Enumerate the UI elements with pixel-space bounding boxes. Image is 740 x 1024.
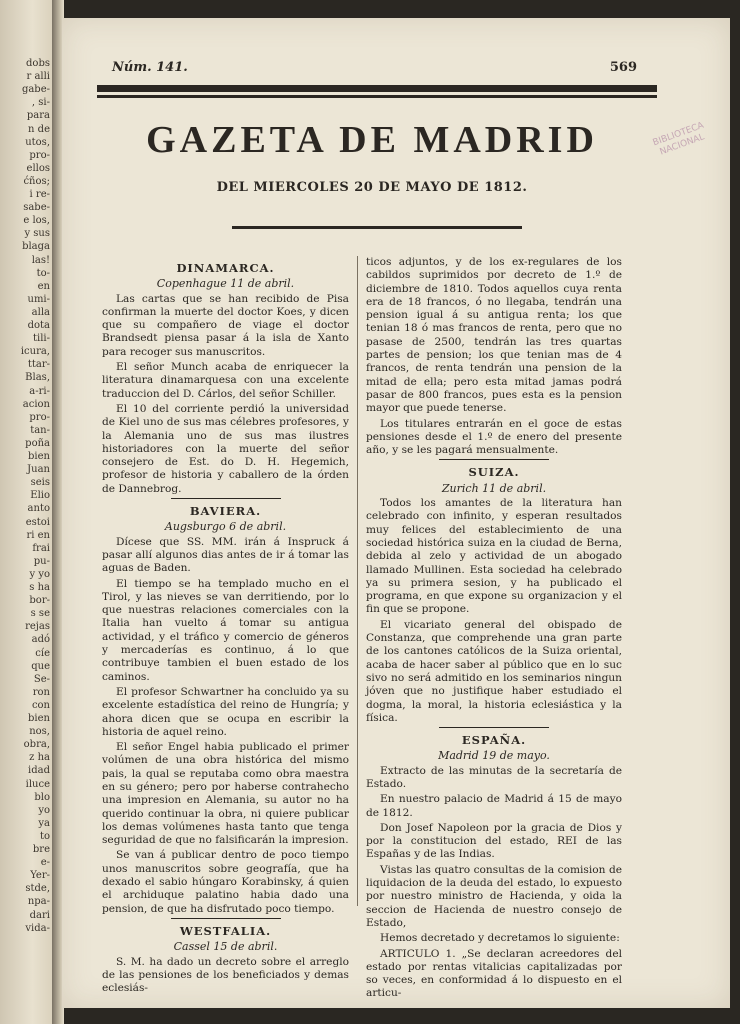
facing-page-line: bor- <box>29 595 50 607</box>
dateline-zurich: Zurich 11 de abril. <box>441 481 547 495</box>
facing-page-line: , si- <box>31 97 50 109</box>
issue-number: Núm. 141. <box>112 60 188 75</box>
facing-page-line: a-ri- <box>29 385 50 397</box>
facing-page-line: blo <box>34 791 50 803</box>
facing-page-line: frai <box>32 542 50 554</box>
section-rule <box>439 727 549 728</box>
dateline-madrid: Madrid 19 de mayo. <box>438 749 550 763</box>
facing-page-line: iluce <box>25 778 50 790</box>
facing-page-line: en <box>37 280 50 292</box>
facing-page-line: e- <box>40 857 50 869</box>
facing-page-line: tan- <box>30 424 50 436</box>
facing-page-line: Se- <box>33 673 50 685</box>
section-rule <box>171 918 281 919</box>
facing-page-line: poña <box>25 437 50 449</box>
paragraph: Todos los amantes de la literatura han celebrado con infinito, y esperan resultados muy felices del establecimiento de una sociedad histórica suiza en la ciudad de Berna, debida al zelo y actividad de un abogado llamado Mullinen. Esta sociedad ha celebrado ya su primera sesion, y ha publicado el programa, en que expone su organizacion y el fin que se propone. <box>366 497 622 616</box>
paragraph: S. M. ha dado un decreto sobre el arreglo de las pensiones de los beneficiados y demas eclesiás- <box>102 955 349 995</box>
facing-page-line: nos, <box>29 726 50 738</box>
paragraph: Los titulares entrarán en el goce de estas pensiones desde el 1.º de enero del presente año, y se les pagará mensualmente. <box>366 417 622 457</box>
facing-page-line: yo <box>38 804 50 816</box>
facing-page-line: dota <box>27 320 50 331</box>
facing-page-line: idad <box>28 765 50 777</box>
facing-page-line: ri en <box>26 529 50 541</box>
paragraph: El 10 del corriente perdió la universidad de Kiel uno de sus mas célebres profesores, y la Alemania uno de sus mas ilustres historiadores con la muerte del señor consejero de Est. do D. H. Hegemich, profesor de historia y caballero de la órden de Dannebrog. <box>102 402 349 495</box>
facing-page-line: bien <box>28 713 50 724</box>
facing-page-line: ellos <box>26 162 50 174</box>
section-title-westfalia: WESTFALIA. <box>179 923 272 938</box>
section-title-suiza: SUIZA. <box>468 465 520 480</box>
paragraph: Extracto de las minutas de la secretaría de Estado. <box>366 764 622 790</box>
facing-page-line: cíe <box>35 647 50 659</box>
facing-page-line: anto <box>27 503 50 515</box>
facing-page-line: s ha <box>29 582 50 593</box>
newspaper-page <box>62 18 730 1008</box>
facing-page-line: gabe- <box>21 84 50 96</box>
paragraph: Hemos decretado y decretamos lo siguiente: <box>380 932 620 945</box>
paragraph: Se van á publicar dentro de poco tiempo unos manuscritos sobre geografía, que ha dexado el sabio húngaro Korabinsky, á quien el archiduque palatino habia dado una pension, de que ha disfrutado poco tiempo. <box>102 849 349 915</box>
facing-page-line: sabe- <box>23 202 50 214</box>
section-rule <box>439 459 549 460</box>
stamp-text: BIBLIOTECA NACIONAL <box>651 120 706 158</box>
facing-page-line: npa- <box>27 896 50 908</box>
section-rule <box>171 498 281 499</box>
header-rule-thin <box>97 95 657 98</box>
facing-page-line: bien <box>28 451 50 462</box>
facing-page-line: s se <box>30 608 50 620</box>
paragraph: Dícese que SS. MM. irán á Inspruck á pasar allí algunos dias antes de ir á tomar las aguas de Baden. <box>102 535 349 575</box>
facing-page-line: z ha <box>29 752 50 764</box>
facing-page-line: las! <box>31 254 50 266</box>
paragraph: Don Josef Napoleon por la gracia de Dios y por la constitucion del estado, REI de las Españas y de las Indias. <box>366 821 622 861</box>
paragraph: El señor Munch acaba de enriquecer la literatura dinamarquesa con una excelente traduccion del D. Cárlos, del señor Schiller. <box>102 361 349 400</box>
facing-page-line: y yo <box>29 568 50 580</box>
dateline-cassel: Cassel 15 de abril. <box>173 940 278 954</box>
facing-page-line: y sus <box>24 228 50 240</box>
facing-page-line: tili- <box>33 333 50 345</box>
facing-page-line: estoi <box>25 516 50 528</box>
facing-page-line: blaga <box>22 241 50 253</box>
facing-page-line: umi- <box>27 293 50 305</box>
facing-page-line: ya <box>38 817 50 829</box>
facing-page-line: r alli <box>26 71 50 83</box>
facing-page-line: seis <box>30 477 50 489</box>
paragraph: ARTICULO 1. „Se declaran acreedores del estado por rentas vitalicias capitalizadas por so veces, en conformidad á lo dispuesto en el articu- <box>366 947 622 1000</box>
facing-page-line: que <box>31 660 50 672</box>
paragraph: Las cartas que se han recibido de Pisa confirman la muerte del doctor Koes, y dicen que su compañero de viage el doctor Brandsedt piensa pasar á la isla de Xanto para recoger sus manuscritos. <box>102 292 349 358</box>
column-left <box>102 256 349 997</box>
facing-page-line: dobs <box>26 58 50 69</box>
facing-page-line: e los, <box>23 215 50 227</box>
facing-page-line: ćños; <box>23 175 50 187</box>
paragraph: En nuestro palacio de Madrid á 15 de mayo de 1812. <box>366 793 622 819</box>
facing-page-line: rejas <box>25 621 50 633</box>
masthead-rule <box>232 226 522 229</box>
dateline-copenhague: Copenhague 11 de abril. <box>156 277 295 291</box>
facing-page-line: acion <box>22 398 50 410</box>
facing-page-line: obra, <box>23 739 50 751</box>
facing-page-line: dari <box>29 909 50 921</box>
paragraph: Vistas las quatro consultas de la comision de liquidacion de la deuda del estado, lo expuesto por nuestro ministro de Hacienda, y oida la seccion de Hacienda de nuestro consejo de Estado, <box>366 863 622 929</box>
paragraph: El profesor Schwartner ha concluido ya su excelente estadística del reino de Hungría; y ahora dicen que se ocupa en escribir la historia de aquel reino. <box>102 685 349 738</box>
facing-page-line: con <box>31 699 50 711</box>
facing-page-fragment <box>0 0 54 1024</box>
facing-page-line: utos, <box>25 136 50 148</box>
section-title-espana: ESPAÑA. <box>461 733 527 748</box>
dateline: DEL MIERCOLES 20 DE MAYO DE 1812. <box>216 180 528 195</box>
facing-page-line: to <box>39 830 50 842</box>
facing-page-line: pu- <box>33 555 50 567</box>
facing-page-line: alla <box>31 306 50 318</box>
paragraph: ticos adjuntos, y de los ex-regulares de los cabildos suprimidos por decreto de 1.º de diciembre de 1810. Todos aquellos cuya renta era de 18 francos, ó no llegaba, tendrán una pension igual á su antigua renta; los que tenian 18 ó mas francos de renta, pero que no pasase de 2500, tendrán las tres quartas partes de pension; los que tenian mas de 4 francos, de renta tendrán una pension de la mitad de ella; pero esta mitad jamas podrá pasar de 800 francos, pues esta es la pension mayor que puede tenerse. <box>366 256 622 415</box>
facing-page-line: Elio <box>30 490 50 502</box>
facing-page-line: ron <box>32 686 50 698</box>
facing-page-line: para <box>26 110 50 122</box>
column-right <box>366 256 622 1003</box>
facing-page-line: bre <box>32 844 50 855</box>
paragraph: El tiempo se ha templado mucho en el Tirol, y las nieves se van derritiendo, por lo que nuestras relaciones comerciales con la Italia han vuelto á tomar su antigua actividad, y el tráfico y comercio de géneros y mercaderías es continuo, á lo que contribuye tambien el buen estado de los caminos. <box>102 577 349 683</box>
facing-page-line: i re- <box>29 189 50 200</box>
facing-page-line: Blas, <box>25 372 50 384</box>
facing-page-line: Juan <box>27 464 50 476</box>
facing-page-line: pro- <box>29 149 50 161</box>
section-title-dinamarca: DINAMARCA. <box>176 261 275 275</box>
facing-page-line: pro- <box>29 411 50 423</box>
paragraph: El vicariato general del obispado de Constanza, que comprehende una gran parte de los cantones católicos de la Suiza oriental, acaba de hacer saber al público que en lo suc sivo no será admitido en los seminarios ningun jóven que no justifique haber estudiado el dogma, la moral, la historia eclesiástica y la física. <box>366 618 622 724</box>
facing-page-line: to- <box>36 267 50 279</box>
paragraph: El señor Engel habia publicado el primer volúmen de una obra histórica del mismo pais, la qual se reputaba como obra maestra en su género; pero por haberse contrahecho una impresion en Alemania, su autor no ha querido continuar la obra, ni quiere publicar los demas volúmenes hasta tanto que tenga seguridad de que no falsificarán la impresion. <box>102 741 349 847</box>
page-number: 569 <box>609 60 637 75</box>
facing-page-line: stde, <box>25 883 50 895</box>
header-rule <box>97 85 657 92</box>
dateline-augsburgo: Augsburgo 6 de abril. <box>164 520 287 534</box>
facing-page-line: vida- <box>25 922 50 934</box>
section-title-baviera: BAVIERA. <box>189 504 262 519</box>
facing-page-line: n de <box>28 123 50 135</box>
column-divider <box>357 256 358 906</box>
facing-page-line: icura, <box>20 346 50 358</box>
facing-page-line: ttar- <box>27 359 50 371</box>
facing-page-line: adó <box>31 634 50 646</box>
masthead-title: GAZETA DE MADRID <box>146 119 598 161</box>
facing-page-line: Yer- <box>30 870 50 882</box>
